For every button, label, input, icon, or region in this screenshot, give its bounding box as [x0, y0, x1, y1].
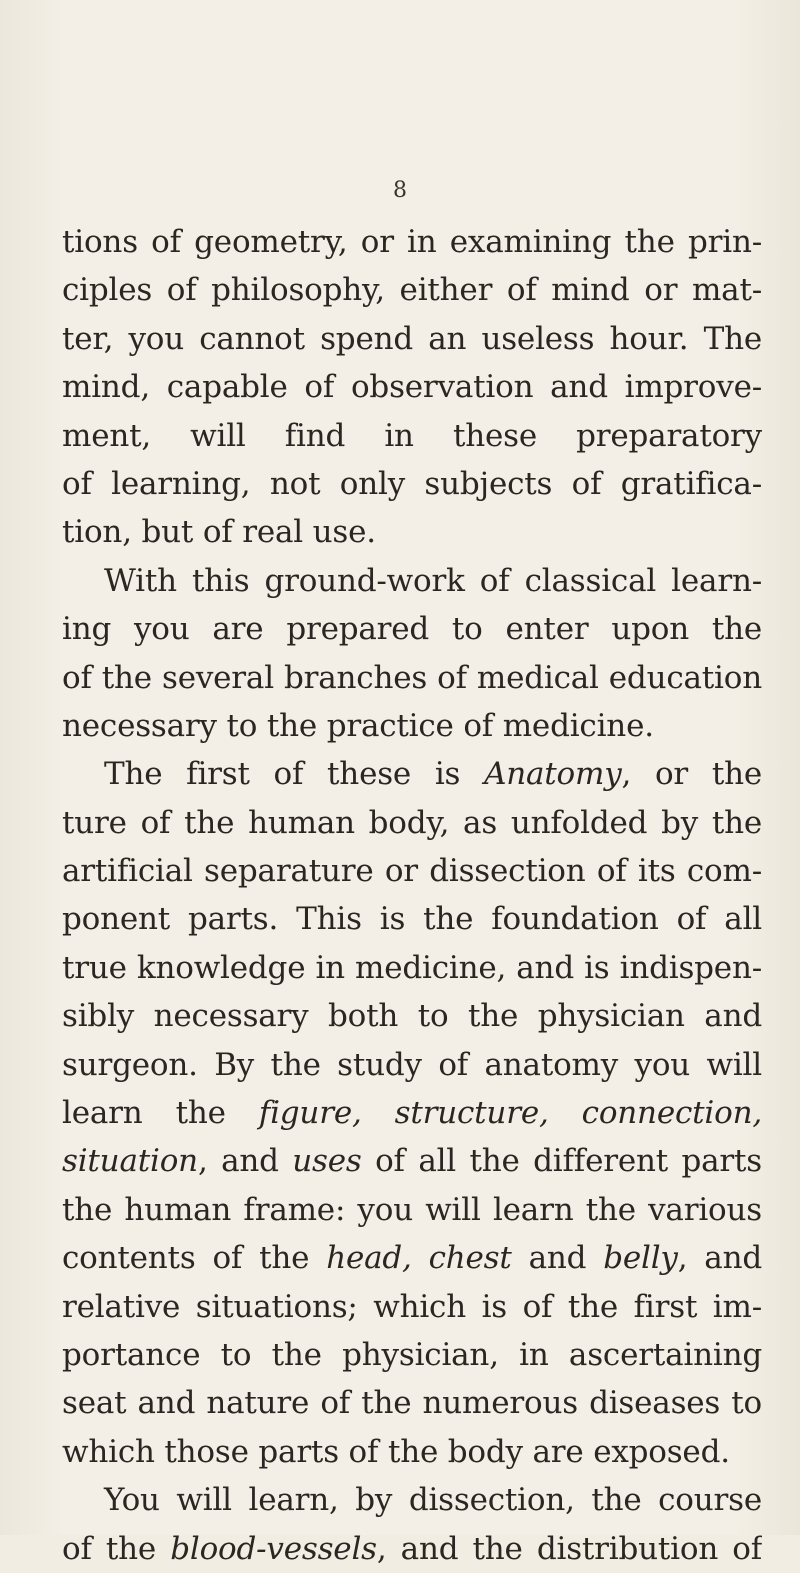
text-line	[62, 460, 762, 508]
text-line	[62, 654, 762, 702]
text-run: tions of geometry, or in examining the prin-	[62, 224, 762, 260]
text-run: of the several branches of medical education	[62, 659, 762, 696]
text-run: ing you are prepared to enter upon the	[62, 611, 762, 648]
text-line	[62, 702, 762, 750]
italic-text: situation	[62, 1143, 198, 1180]
text-line	[62, 1525, 762, 1573]
text-run: of the	[62, 1530, 171, 1567]
text-line	[62, 1331, 762, 1379]
text-run: You will learn, by dissection, the course	[104, 1482, 762, 1519]
text-run: ment, will find in these preparatory	[62, 417, 762, 454]
text-line	[62, 1379, 762, 1427]
text-line	[62, 1089, 762, 1137]
text-run: mind, capable of observation and improve-	[62, 369, 762, 406]
body-text	[62, 218, 762, 1573]
text-run: the human frame: you will learn the various	[62, 1191, 762, 1228]
text-run: sibly necessary both to the physician and	[62, 998, 762, 1035]
italic-text: head, chest	[326, 1240, 512, 1277]
text-line	[62, 1476, 762, 1524]
text-line	[62, 944, 762, 992]
text-run: With this ground-work of classical learn-	[104, 562, 762, 599]
text-run: of learning, not only subjects of gratifica-	[62, 465, 762, 502]
text-run: The first of these is	[104, 756, 485, 793]
text-line	[62, 847, 762, 895]
text-run: relative situations; which is of the first im-	[62, 1288, 762, 1325]
text-line	[62, 605, 762, 653]
text-run: portance to the physician, in ascertaining	[62, 1336, 762, 1373]
text-run: and	[511, 1240, 604, 1277]
text-run: learn the	[62, 1095, 259, 1132]
text-run: , and	[677, 1240, 762, 1277]
text-run: seat and nature of the numerous diseases to	[62, 1385, 762, 1422]
text-line	[62, 1186, 762, 1234]
italic-text: figure, structure, connection,	[258, 1095, 762, 1132]
text-run: which those parts of the body are exposed.	[62, 1433, 730, 1470]
text-run: , and the distribution of	[376, 1530, 762, 1567]
text-line	[62, 557, 762, 605]
text-line	[62, 1137, 762, 1185]
italic-text: Anatomy	[484, 756, 622, 793]
italic-text: uses	[292, 1143, 362, 1180]
italic-text: blood-vessels	[170, 1530, 377, 1567]
text-line	[62, 315, 762, 363]
italic-text: belly	[603, 1240, 678, 1277]
text-run: , or the	[621, 756, 762, 793]
text-line	[62, 1428, 762, 1476]
text-line	[62, 992, 762, 1040]
text-line	[62, 363, 762, 411]
text-run: artificial separature or dissection of its com-	[62, 853, 762, 890]
text-line	[62, 508, 762, 556]
text-line	[62, 750, 762, 798]
text-line	[62, 412, 762, 460]
text-run: , and	[197, 1143, 293, 1180]
text-line	[62, 895, 762, 943]
text-line	[62, 266, 762, 314]
text-line	[62, 1283, 762, 1331]
text-run: true knowledge in medicine, and is indispen-	[62, 949, 762, 986]
page-number: 8	[393, 178, 407, 203]
text-run: tion, but of real use.	[62, 514, 376, 551]
text-run: ter, you cannot spend an useless hour. The	[62, 320, 762, 357]
text-run: ture of the human body, as unfolded by the	[62, 804, 762, 841]
text-line	[62, 1041, 762, 1089]
text-line	[62, 1234, 762, 1282]
text-line	[62, 799, 762, 847]
text-run: necessary to the practice of medicine.	[62, 707, 654, 744]
text-line	[62, 218, 762, 266]
text-run: of all the different parts	[375, 1143, 762, 1180]
text-run: ciples of philosophy, either of mind or mat-	[62, 272, 762, 309]
text-run: ponent parts. This is the foundation of all	[62, 901, 762, 938]
text-run: contents of the	[62, 1240, 327, 1277]
text-run: surgeon. By the study of anatomy you will	[62, 1046, 762, 1083]
